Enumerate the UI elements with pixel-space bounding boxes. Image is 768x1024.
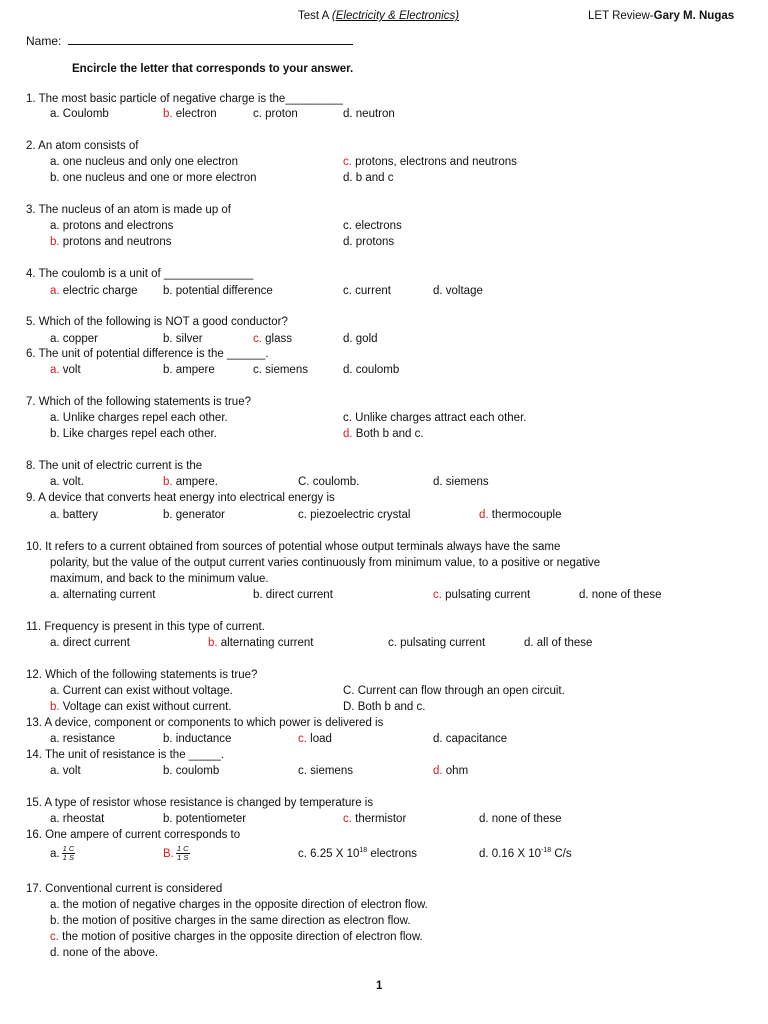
q13-option-c [298,732,332,746]
answer-letter: a. [50,285,60,297]
q17-stem: 17. Conventional current is considered [26,883,223,895]
header-test-label [298,9,459,23]
instructions: Encircle the letter that corresponds to your answer. [72,63,354,75]
exponent: 18 [359,847,368,855]
answer-letter: a. [50,364,60,376]
fraction-numerator: 1 C [176,844,189,854]
q5-stem: 5. Which of the following is NOT a good conductor? [26,316,288,328]
option-text: volt [59,364,81,376]
q13-option-b: b. inductance [163,733,232,745]
q11-option-c: c. pulsating current [388,637,486,649]
review-prefix: LET Review- [588,10,654,22]
option-text: thermistor [351,813,407,825]
q5-option-d: d. gold [343,333,378,345]
q10-stem-line-2: polarity, but the value of the output current varies continuously from minimum value, to a positive or negative [50,557,601,569]
q12-option-c: C. Current can flow through an open circuit. [343,685,565,697]
q1-option-c: c. proton [253,108,298,120]
q12-option-a: a. Current can exist without voltage. [50,685,233,697]
option-text: the motion of positive charges in the opposite direction of electron flow. [58,931,423,943]
option-text: glass [261,333,292,345]
q8-option-c: C. coulomb. [298,476,360,488]
q16-option-d [479,847,572,861]
q10-option-b: b. direct current [253,589,333,601]
q4-option-c: c. current [343,285,391,297]
q11-option-d: d. all of these [524,637,593,649]
q13-stem: 13. A device, component or components to which power is delivered is [26,717,384,729]
answer-letter: d. [433,765,443,777]
q8-stem: 8. The unit of electric current is the [26,460,203,472]
option-text: ampere. [172,476,218,488]
option-text: protons and neutrons [59,236,172,248]
option-text: alternating current [217,637,314,649]
q12-option-b [50,700,232,714]
q2-option-a: a. one nucleus and only one electron [50,156,238,168]
answer-letter: c. [343,156,352,168]
q6-option-a [50,363,81,377]
q17-option-d: d. none of the above. [50,947,159,959]
q6-option-c: c. siemens [253,364,308,376]
q13-option-d: d. capacitance [433,733,508,745]
q10-option-a: a. alternating current [50,589,156,601]
q11-stem: 11. Frequency is present in this type of current. [26,621,265,633]
fraction [176,845,190,862]
q15-option-a: a. rheostat [50,813,105,825]
answer-letter: c. [298,733,307,745]
q10-option-c [433,588,530,602]
q15-option-c [343,812,406,826]
q3-stem: 3. The nucleus of an atom is made up of [26,204,231,216]
q1-option-a: a. Coulomb [50,108,109,120]
q3-option-d: d. protons [343,236,395,248]
q12-stem: 12. Which of the following statements is true? [26,669,258,681]
q7-option-c: c. Unlike charges attract each other. [343,412,527,424]
option-text: c. 6.25 X 10 [298,848,360,860]
q1-option-d: d. neutron [343,108,395,120]
option-text: protons, electrons and neutrons [351,156,517,168]
q6-stem: 6. The unit of potential difference is the ______. [26,348,269,360]
q15-stem: 15. A type of resistor whose resistance is changed by temperature is [26,797,374,809]
q2-option-c [343,155,517,169]
q10-stem-line-3: maximum, and back to the minimum value. [50,573,269,585]
answer-letter: b. [163,108,173,120]
q4-stem: 4. The coulomb is a unit of ______________ [26,268,254,280]
answer-letter: B. [163,848,174,860]
q14-stem: 14. The unit of resistance is the _____. [26,749,224,761]
q7-option-b: b. Like charges repel each other. [50,428,217,440]
q4-option-b: b. potential difference [163,285,273,297]
page-number: 1 [376,980,383,992]
answer-letter: c. [253,333,262,345]
q6-option-d: d. coulomb [343,364,400,376]
q3-option-a: a. protons and electrons [50,220,174,232]
q14-option-b: b. coulomb [163,765,220,777]
option-text: load [306,733,332,745]
q4-option-d: d. voltage [433,285,483,297]
q9-option-c: c. piezoelectric crystal [298,509,411,521]
answer-letter: c. [343,813,352,825]
q7-option-a: a. Unlike charges repel each other. [50,412,228,424]
option-text: thermocouple [488,509,562,521]
q2-option-d: d. b and c [343,172,394,184]
q17-option-b: b. the motion of positive charges in the same direction as electron flow. [50,915,411,927]
name-line [68,44,353,45]
q5-option-a: a. copper [50,333,98,345]
q9-option-b: b. generator [163,509,226,521]
option-text: ohm [442,765,469,777]
q5-option-b: b. silver [163,333,203,345]
q11-option-a: a. direct current [50,637,130,649]
q14-option-c: c. siemens [298,765,353,777]
fraction-denominator: 1 S [62,853,75,863]
exponent: -18 [541,847,552,855]
q8-option-d: d. siemens [433,476,489,488]
test-label: Test A [298,10,329,22]
q14-option-d [433,764,468,778]
header-review [588,9,734,23]
fraction [62,845,76,862]
q16-option-a [50,845,75,863]
q3-option-c: c. electrons [343,220,402,232]
q14-option-a: a. volt [50,765,81,777]
q9-stem: 9. A device that converts heat energy into electrical energy is [26,492,335,504]
q1-option-b [163,107,217,121]
q17-option-c [50,930,423,944]
option-text: electric charge [59,285,138,297]
q15-option-d: d. none of these [479,813,562,825]
answer-letter: d. [343,428,353,440]
q3-option-b [50,235,171,249]
q4-option-a [50,284,138,298]
q8-option-a: a. volt. [50,476,84,488]
q10-stem-line-1: 10. It refers to a current obtained from sources of potential whose output terminals always have the same [26,541,561,553]
q10-option-d: d. none of these [579,589,662,601]
q9-option-d [479,508,561,522]
option-text: Both b and c. [352,428,424,440]
q6-option-b: b. ampere [163,364,215,376]
answer-letter: c. [433,589,442,601]
answer-letter: b. [163,476,173,488]
q11-option-b [208,636,313,650]
q16-option-c [298,847,417,861]
answer-letter: b. [50,236,60,248]
answer-letter: c. [50,931,59,943]
fraction-numerator: 1 C [62,844,75,854]
option-text: electrons [367,848,418,860]
q15-option-b: b. potentiometer [163,813,247,825]
q2-option-b: b. one nucleus and one or more electron [50,172,257,184]
q7-option-d [343,427,424,441]
answer-letter: d. [479,509,489,521]
name-label: Name: [26,34,62,48]
q2-stem: 2. An atom consists of [26,140,139,152]
q1-stem: 1. The most basic particle of negative charge is the_________ [26,93,343,105]
option-letter: a. [50,848,60,860]
q12-option-d: D. Both b and c. [343,701,426,713]
author-name: Gary M. Nugas [653,10,735,22]
answer-letter: b. [50,701,60,713]
option-text: C/s [551,848,572,860]
answer-letter: b. [208,637,218,649]
topic-label: (Electricity & Electronics) [331,10,460,22]
q8-option-b [163,475,218,489]
option-text: pulsating current [441,589,531,601]
q16-stem: 16. One ampere of current corresponds to [26,829,241,841]
option-text: d. 0.16 X 10 [479,848,542,860]
fraction-denominator: 1 S [177,853,189,863]
q13-option-a: a. resistance [50,733,116,745]
q17-option-a: a. the motion of negative charges in the opposite direction of electron flow. [50,899,428,911]
option-text: electron [172,108,217,120]
option-text: Voltage can exist without current. [59,701,232,713]
q7-stem: 7. Which of the following statements is true? [26,396,251,408]
q9-option-a: a. battery [50,509,98,521]
q5-option-c [253,332,292,346]
q16-option-b [163,845,190,863]
